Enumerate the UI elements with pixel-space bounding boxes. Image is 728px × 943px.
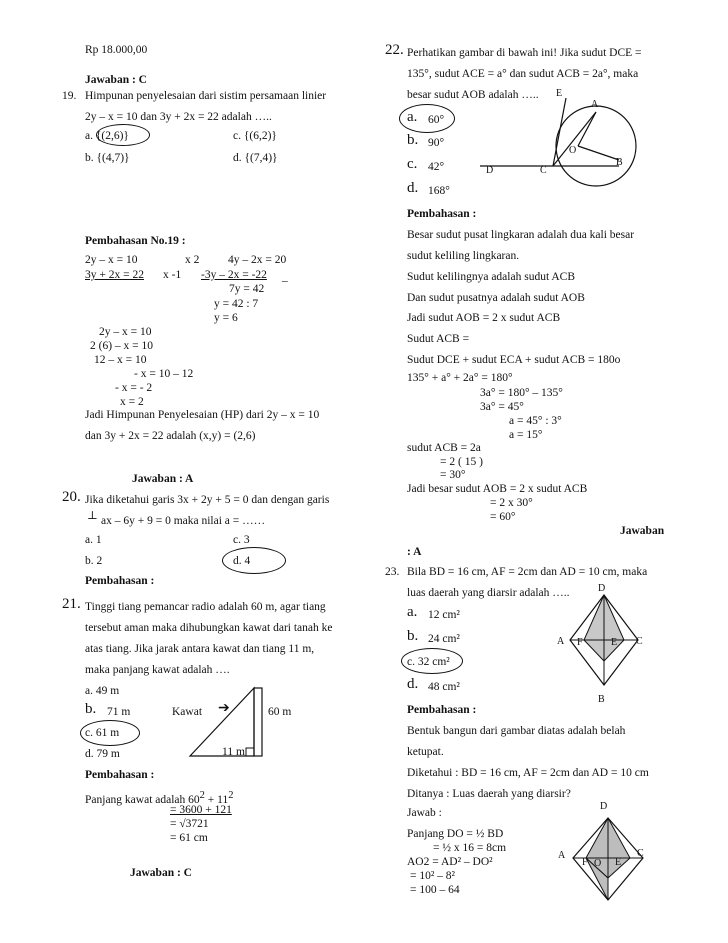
q19-option-c: c. {(6,2)}	[233, 130, 277, 142]
sol19-sub2: 2 (6) – x = 10	[90, 340, 154, 352]
sol19-sub4: - x = 10 – 12	[134, 368, 194, 380]
q22-text-1: Perhatikan gambar di bawah ini! Jika sudut DCE =	[407, 47, 642, 59]
q23-option-b: 24 cm²	[428, 633, 460, 645]
q23-option-c: c. 32 cm²	[407, 656, 450, 668]
q23-option-a-letter: a.	[407, 604, 418, 620]
q20-text-2: ax – 6y + 9 = 0 maka nilai a = ……	[101, 515, 266, 527]
answer-21: Jawaban : C	[130, 867, 192, 879]
answer-22-label: Jawaban	[620, 525, 665, 537]
point-B-label: B	[616, 157, 623, 168]
sol19-row2-eq: 3y + 2x = 22	[85, 269, 144, 281]
q22-pembahasan: Pembahasan :	[407, 208, 477, 220]
q22-text-8: Jadi sudut AOB = 2 x sudut ACB	[407, 312, 561, 324]
perpendicular-symbol: ⊥	[87, 510, 98, 522]
point-C-label: C	[540, 165, 547, 176]
sol19-conclusion-2: dan 3y + 2x = 22 adalah (x,y) = (2,6)	[85, 430, 256, 442]
q23-given: Diketahui : BD = 16 cm, AF = 2cm dan AD = 10 cm	[407, 767, 649, 779]
q22-eq-5: a = 15°	[509, 429, 543, 441]
q20-option-a: a. 1	[85, 534, 102, 546]
sol19-title: Pembahasan No.19 :	[85, 235, 186, 247]
sol19-row5: y = 6	[214, 312, 238, 324]
q19-option-b: b. {(4,7)}	[85, 152, 130, 164]
answer-19: Jawaban : A	[132, 473, 194, 485]
q23-work-4: = 10² – 8²	[410, 870, 456, 882]
rhombus1-D-label: D	[598, 583, 606, 594]
q22-text-6: Sudut kelilingnya adalah sudut ACB	[407, 271, 576, 283]
q21-option-c: c. 61 m	[85, 727, 120, 739]
kawat-label: Kawat	[172, 706, 203, 718]
q20-option-d: d. 4	[233, 555, 251, 567]
sol19-row1-mult: x 2	[185, 254, 200, 266]
answer-22: : A	[407, 546, 422, 558]
q20-pembahasan: Pembahasan :	[85, 575, 155, 587]
sol19-conclusion-1: Jadi Himpunan Penyelesaian (HP) dari 2y – x = 10	[85, 409, 320, 421]
rhombus2-C-label: C	[637, 848, 644, 859]
q20-text: Jika diketahui garis 3x + 2y + 5 = 0 dan dengan garis	[85, 494, 330, 506]
q22-eq-4: a = 45° : 3°	[509, 415, 562, 427]
q21-calc-1: Panjang kawat adalah $60^2 + 11^2$	[85, 790, 234, 806]
q22-text-9: Sudut ACB =	[407, 333, 470, 345]
q22-option-a-letter: a.	[407, 109, 418, 125]
q22-eq-1: 135° + a° + 2a° = 180°	[407, 372, 513, 384]
q23-work-5: = 100 – 64	[410, 884, 460, 896]
q22-option-d-letter: d.	[407, 180, 419, 196]
q22-text-4: Besar sudut pusat lingkaran adalah dua kali besar	[407, 229, 635, 241]
arrow-icon: ➔	[218, 701, 230, 716]
q22-acb-3: = 30°	[440, 469, 466, 481]
sol19-row3: 7y = 42	[229, 283, 265, 295]
height-label: 60 m	[268, 706, 292, 718]
q19-text: Himpunan penyelesaian dari sistim persamaan linier	[85, 90, 327, 102]
rhombus1-F-label: F	[577, 637, 583, 648]
q19-number: 19.	[62, 90, 77, 102]
q21-text-3: atas tiang. Jika jarak antara kawat dan tiang 11 m,	[85, 643, 315, 655]
sol19-sub1: 2y – x = 10	[99, 326, 152, 338]
sol19-minus: _	[282, 271, 288, 283]
q23-option-a: 12 cm²	[428, 609, 460, 621]
rhombus2-D-label: D	[600, 801, 608, 812]
sol19-row2-mult: x -1	[163, 269, 182, 281]
q21-number: 21.	[62, 596, 81, 612]
q22-text-3: besar sudut AOB adalah …..	[407, 89, 539, 101]
q23-option-d: 48 cm²	[428, 681, 460, 693]
q21-option-a: a. 49 m	[85, 685, 120, 697]
q22-text-7: Dan sudut pusatnya adalah sudut AOB	[407, 292, 585, 304]
q23-text-1: Bila BD = 16 cm, AF = 2cm dan AD = 10 cm, maka	[407, 566, 648, 578]
q22-acb-2: = 2 ( 15 )	[440, 456, 483, 468]
q21-option-b: 71 m	[107, 706, 131, 718]
price-text: Rp 18.000,00	[85, 44, 148, 56]
rhombus2-A-label: A	[558, 850, 566, 861]
q22-number: 22.	[385, 42, 404, 58]
q23-work-3: AO2 = AD² – DO²	[407, 856, 493, 868]
q22-text-10: Sudut DCE + sudut ECA + sudut ACB = 180o	[407, 354, 621, 366]
q21-option-d: d. 79 m	[85, 748, 120, 760]
q22-aob-2: = 2 x 30°	[490, 497, 533, 509]
q23-asked: Ditanya : Luas daerah yang diarsir?	[407, 788, 571, 800]
point-A-label: A	[591, 99, 599, 110]
rhombus1-E-label: E	[611, 637, 618, 648]
q21-option-b-letter: b.	[85, 701, 97, 717]
q22-text-5: sudut keliling lingkaran.	[407, 250, 520, 262]
q22-option-b-letter: b.	[407, 132, 419, 148]
answer-18: Jawaban : C	[85, 74, 147, 86]
sol19-row1-result: 4y – 2x = 20	[228, 254, 287, 266]
q19-option-d: d. {(7,4)}	[233, 152, 278, 164]
q20-option-b: b. 2	[85, 555, 103, 567]
q23-work-2: = ½ x 16 = 8cm	[433, 842, 507, 854]
q23-answer-label: Jawab :	[407, 807, 442, 819]
q20-number: 20.	[62, 489, 81, 505]
sol19-row1-eq: 2y – x = 10	[85, 254, 138, 266]
q23-number: 23.	[385, 566, 400, 578]
q22-option-b: 90°	[428, 137, 445, 149]
q19-option-a: a. {(2,6)}	[85, 130, 129, 142]
q20-option-c: c. 3	[233, 534, 250, 546]
point-D-label: D	[486, 165, 494, 176]
q23-text-2: luas daerah yang diarsir adalah …..	[407, 587, 570, 599]
q21-text-4: maka panjang kawat adalah ….	[85, 664, 230, 676]
q21-text-2: tersebut aman maka dihubungkan kawat dari tanah ke	[85, 622, 333, 634]
rhombus1-B-label: B	[598, 694, 605, 705]
q23-option-b-letter: b.	[407, 628, 419, 644]
rhombus1-A-label: A	[557, 636, 565, 647]
q23-text-3: Bentuk bangun dari gambar diatas adalah belah	[407, 725, 626, 737]
rhombus2-F-label: F	[582, 857, 588, 868]
q19-text-2: 2y – x = 10 dan 3y + 2x = 22 adalah …..	[85, 111, 272, 123]
point-O-label: O	[569, 145, 577, 156]
base-label: 11 m	[222, 746, 245, 758]
rhombus2-E-label: E	[615, 857, 622, 868]
q21-calc-3: = √3721	[170, 818, 209, 830]
q21-text-1: Tinggi tiang pemancar radio adalah 60 m, agar tiang	[85, 601, 326, 613]
q22-acb-1: sudut ACB = 2a	[407, 442, 481, 454]
sol19-sub5: - x = - 2	[115, 382, 153, 394]
q23-option-d-letter: d.	[407, 676, 419, 692]
rhombus2-O-label: O	[594, 858, 602, 869]
q22-option-a: 60°	[428, 114, 445, 126]
sol19-sub6: x = 2	[120, 396, 144, 408]
q21-pembahasan: Pembahasan :	[85, 769, 155, 781]
q22-eq-3: 3a° = 45°	[480, 401, 524, 413]
sol19-row4: y = 42 : 7	[214, 298, 259, 310]
q21-calc-2: = 3600 + 121	[170, 804, 232, 816]
q22-option-c: 42°	[428, 161, 445, 173]
sol19-sub3: 12 – x = 10	[94, 354, 147, 366]
q22-eq-2: 3a° = 180° – 135°	[480, 387, 563, 399]
sol19-row2-result: -3y – 2x = -22	[201, 269, 267, 281]
q22-aob-1: Jadi besar sudut AOB = 2 x sudut ACB	[407, 483, 588, 495]
q22-option-c-letter: c.	[407, 156, 418, 172]
q21-calc-4: = 61 cm	[170, 832, 208, 844]
q22-aob-3: = 60°	[490, 511, 516, 523]
q22-text-2: 135°, sudut ACE = a° dan sudut ACB = 2a°, maka	[407, 68, 639, 80]
q23-work-1: Panjang DO = ½ BD	[407, 828, 504, 840]
q23-pembahasan: Pembahasan :	[407, 704, 477, 716]
rhombus1-C-label: C	[636, 636, 643, 647]
point-E-label: E	[556, 88, 563, 99]
q23-text-4: ketupat.	[407, 746, 444, 758]
q22-option-d: 168°	[428, 185, 450, 197]
